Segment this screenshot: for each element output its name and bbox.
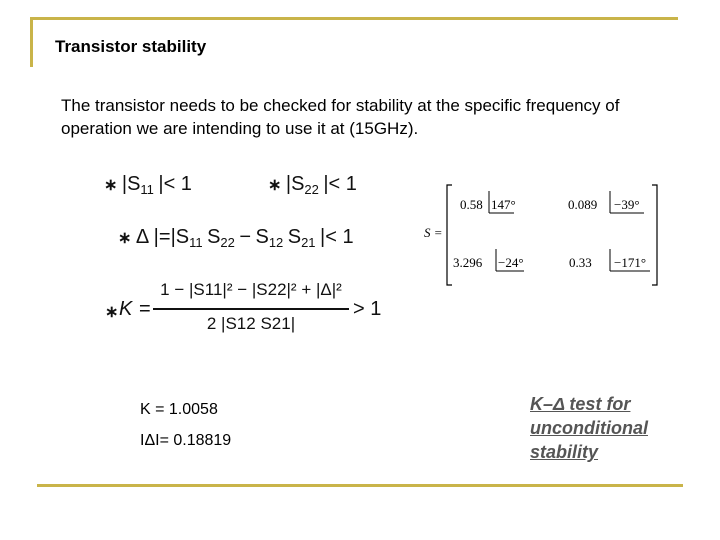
matrix-s22-angle: −171° xyxy=(614,255,647,270)
k-denominator: 2 |S12 S21| xyxy=(206,314,296,333)
condition-k: ∗ K = 1 − |S11|² − |S22|² + |Δ|² 2 |S12 S21| > 1 xyxy=(105,280,382,333)
s-parameter-matrix xyxy=(424,183,660,287)
matrix-s22-mag: 0.33 xyxy=(569,255,592,270)
bullet-star: ∗ xyxy=(104,177,118,194)
frame-left-border xyxy=(30,17,33,67)
frame-top-border xyxy=(30,17,678,20)
matrix-label: S = xyxy=(424,225,443,240)
delta-result: IΔI= 0.18819 xyxy=(140,432,232,449)
k-numerator: 1 − |S11|² − |S22|² + |Δ|² xyxy=(160,280,342,299)
slide-title: Transistor stability xyxy=(55,37,207,56)
k-result: K = 1.0058 xyxy=(140,401,218,418)
matrix-s12-angle: −39° xyxy=(614,197,640,212)
condition-s22: ∗ $|S_{22}$ |< 1 xyxy=(268,173,357,198)
matrix-s21-mag: 3.296 xyxy=(453,255,483,270)
slide-body-text: The transistor needs to be checked for stability at the specific frequency of operation we are intending to use it at (15GHz). xyxy=(61,96,620,138)
matrix-s21-angle: −24° xyxy=(498,255,524,270)
fraction-bar xyxy=(153,308,349,310)
matrix-s11-mag: 0.58 xyxy=(460,197,483,212)
matrix-s12-mag: 0.089 xyxy=(568,197,598,212)
test-label: K–Δ test for unconditional stability xyxy=(530,394,648,462)
condition-s11: ∗ $|S_{11}$ |< 1 xyxy=(104,173,192,198)
bullet-star: ∗ xyxy=(118,230,132,247)
bullet-star: ∗ xyxy=(268,177,282,194)
condition-delta: ∗ Δ $|=|S_{11}$ $S_{22} - S_{12}$ $S_{21}$ |< 1 xyxy=(118,226,354,251)
bullet-star: ∗ xyxy=(105,304,119,321)
matrix-s11-angle: 147° xyxy=(491,197,516,212)
frame-bottom-border xyxy=(37,484,683,487)
